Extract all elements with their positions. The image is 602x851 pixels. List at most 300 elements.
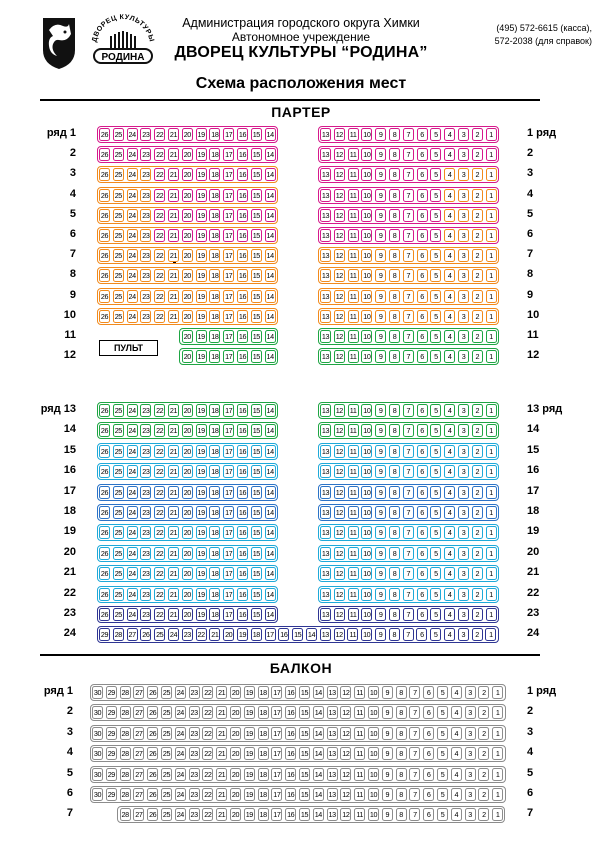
seat[interactable]: 1: [492, 727, 503, 740]
seat[interactable]: 14: [266, 446, 274, 456]
seat[interactable]: 3: [458, 269, 469, 282]
seat[interactable]: 2: [472, 547, 483, 560]
seat[interactable]: 4: [444, 229, 455, 242]
seat[interactable]: 9: [375, 189, 386, 202]
seat[interactable]: 5: [430, 506, 441, 519]
seat[interactable]: 25: [162, 728, 171, 738]
seat[interactable]: 1: [486, 486, 497, 499]
seat[interactable]: 19: [197, 311, 205, 321]
seat[interactable]: 26: [100, 467, 109, 477]
seat[interactable]: 20: [183, 569, 191, 579]
seat[interactable]: 8: [389, 128, 400, 141]
seat[interactable]: 6: [417, 486, 428, 499]
seat[interactable]: 13: [321, 569, 330, 579]
seat[interactable]: 3: [458, 445, 469, 458]
seat[interactable]: 26: [100, 291, 109, 301]
seat[interactable]: 20: [183, 610, 191, 619]
seat[interactable]: 19: [197, 569, 205, 579]
seat[interactable]: 18: [259, 688, 267, 697]
seat[interactable]: 5: [430, 189, 441, 202]
seat[interactable]: 28: [121, 728, 129, 738]
seat[interactable]: 17: [273, 728, 281, 738]
seat[interactable]: 19: [197, 548, 205, 558]
seat[interactable]: 15: [252, 487, 260, 497]
seat[interactable]: 10: [369, 749, 378, 759]
seat[interactable]: 16: [238, 210, 247, 220]
seat[interactable]: 19: [197, 467, 205, 477]
seat[interactable]: 9: [375, 168, 386, 181]
seat[interactable]: 8: [396, 727, 407, 740]
seat[interactable]: 7: [403, 350, 414, 363]
seat[interactable]: 25: [114, 190, 122, 200]
seat[interactable]: 8: [389, 526, 400, 539]
seat[interactable]: 1: [492, 808, 503, 821]
seat[interactable]: 1: [486, 547, 497, 560]
seat[interactable]: 29: [107, 749, 115, 759]
seat[interactable]: 9: [375, 465, 386, 478]
seat[interactable]: 11: [354, 727, 365, 740]
seat[interactable]: 12: [335, 311, 343, 321]
seat[interactable]: 13: [321, 630, 329, 640]
seat[interactable]: 18: [259, 708, 267, 718]
seat[interactable]: 5: [430, 290, 441, 303]
seat[interactable]: 20: [231, 728, 240, 738]
seat[interactable]: 9: [375, 330, 386, 343]
seat[interactable]: 24: [176, 708, 184, 718]
seat[interactable]: 25: [114, 528, 122, 538]
seat[interactable]: 21: [169, 210, 178, 220]
seat[interactable]: 22: [156, 467, 164, 477]
seat[interactable]: 16: [238, 446, 247, 456]
seat[interactable]: 1: [486, 168, 497, 181]
seat[interactable]: 23: [190, 749, 198, 759]
seat[interactable]: 3: [458, 168, 469, 181]
seat[interactable]: 7: [403, 628, 414, 641]
seat[interactable]: 15: [252, 311, 260, 321]
seat[interactable]: 22: [156, 251, 164, 261]
seat[interactable]: 14: [266, 610, 274, 619]
seat[interactable]: 8: [389, 588, 400, 601]
seat[interactable]: 7: [403, 404, 414, 417]
seat[interactable]: 13: [321, 406, 330, 415]
seat[interactable]: 3: [465, 706, 476, 719]
seat[interactable]: 11: [348, 526, 359, 539]
seat[interactable]: 21: [169, 130, 178, 139]
seat[interactable]: 19: [245, 728, 253, 738]
seat[interactable]: 24: [128, 291, 136, 301]
seat[interactable]: 4: [444, 547, 455, 560]
seat[interactable]: 9: [375, 506, 386, 519]
seat[interactable]: 16: [238, 508, 247, 517]
seat[interactable]: 2: [472, 310, 483, 323]
seat[interactable]: 16: [238, 589, 247, 599]
seat[interactable]: 7: [403, 249, 414, 262]
seat[interactable]: 21: [218, 708, 226, 718]
seat[interactable]: 25: [114, 548, 122, 558]
seat[interactable]: 14: [314, 708, 322, 718]
seat[interactable]: 1: [492, 747, 503, 760]
seat[interactable]: 13: [321, 589, 330, 599]
seat[interactable]: 25: [114, 446, 122, 456]
seat[interactable]: 2: [472, 148, 483, 161]
seat[interactable]: 5: [430, 404, 441, 417]
seat[interactable]: 22: [156, 610, 164, 619]
seat[interactable]: 4: [444, 567, 455, 580]
seat[interactable]: 2: [472, 269, 483, 282]
seat[interactable]: 10: [363, 610, 371, 619]
seat[interactable]: 9: [375, 249, 386, 262]
seat[interactable]: 5: [430, 547, 441, 560]
seat[interactable]: 23: [142, 487, 150, 497]
seat[interactable]: 6: [417, 249, 428, 262]
seat[interactable]: 6: [423, 808, 434, 821]
seat[interactable]: 7: [403, 547, 414, 560]
seat[interactable]: 28: [114, 630, 122, 640]
seat[interactable]: 26: [100, 190, 109, 200]
seat[interactable]: 12: [335, 332, 343, 341]
seat[interactable]: 17: [225, 170, 233, 180]
seat[interactable]: 17: [225, 569, 233, 579]
seat[interactable]: 22: [204, 728, 212, 738]
seat[interactable]: 17: [273, 688, 281, 697]
seat[interactable]: 6: [423, 706, 434, 719]
seat[interactable]: 15: [252, 150, 260, 160]
seat[interactable]: 9: [375, 404, 386, 417]
seat[interactable]: 27: [135, 810, 143, 820]
seat[interactable]: 8: [389, 506, 400, 519]
seat[interactable]: 17: [225, 190, 233, 200]
seat[interactable]: 26: [100, 251, 109, 261]
seat[interactable]: 23: [142, 446, 150, 456]
seat[interactable]: 3: [458, 330, 469, 343]
seat[interactable]: 22: [156, 426, 164, 436]
seat[interactable]: 17: [225, 291, 233, 301]
seat[interactable]: 3: [458, 547, 469, 560]
seat[interactable]: 15: [252, 528, 260, 538]
seat[interactable]: 10: [363, 528, 371, 538]
seat[interactable]: 20: [231, 790, 240, 799]
seat[interactable]: 3: [458, 310, 469, 323]
seat[interactable]: 18: [259, 749, 267, 759]
seat[interactable]: 20: [183, 210, 191, 220]
seat[interactable]: 25: [114, 291, 122, 301]
seat[interactable]: 15: [300, 749, 309, 759]
seat[interactable]: 25: [162, 769, 171, 779]
seat[interactable]: 4: [444, 290, 455, 303]
seat[interactable]: 29: [107, 769, 115, 779]
seat[interactable]: 16: [238, 426, 247, 436]
seat[interactable]: 12: [335, 426, 343, 436]
seat[interactable]: 18: [252, 630, 260, 640]
seat[interactable]: 13: [321, 548, 330, 558]
seat[interactable]: 12: [342, 728, 350, 738]
seat[interactable]: 2: [478, 706, 489, 719]
seat[interactable]: 13: [321, 528, 330, 538]
seat[interactable]: 15: [252, 170, 260, 180]
seat[interactable]: 24: [128, 548, 136, 558]
seat[interactable]: 4: [444, 526, 455, 539]
seat[interactable]: 11: [354, 747, 365, 760]
seat[interactable]: 7: [403, 567, 414, 580]
seat[interactable]: 22: [204, 790, 212, 799]
seat[interactable]: 16: [238, 352, 247, 362]
seat[interactable]: 11: [348, 445, 359, 458]
seat[interactable]: 16: [287, 688, 295, 697]
seat[interactable]: 24: [176, 749, 184, 759]
seat[interactable]: 26: [100, 150, 109, 160]
seat[interactable]: 20: [183, 467, 191, 477]
seat[interactable]: 11: [348, 506, 359, 519]
seat[interactable]: 3: [465, 686, 476, 699]
seat[interactable]: 10: [363, 251, 371, 261]
seat[interactable]: 13: [321, 170, 330, 180]
seat[interactable]: 22: [156, 311, 164, 321]
seat[interactable]: 5: [437, 788, 448, 801]
seat[interactable]: 3: [458, 128, 469, 141]
seat[interactable]: 14: [266, 406, 274, 415]
seat[interactable]: 18: [211, 508, 219, 517]
seat[interactable]: 23: [142, 548, 150, 558]
seat[interactable]: 14: [314, 688, 322, 697]
seat[interactable]: 1: [492, 768, 503, 781]
seat[interactable]: 12: [342, 790, 350, 799]
seat[interactable]: 29: [107, 708, 115, 718]
seat[interactable]: 9: [375, 486, 386, 499]
seat[interactable]: 18: [259, 728, 267, 738]
seat[interactable]: 3: [458, 628, 469, 641]
seat[interactable]: 25: [156, 630, 164, 640]
seat[interactable]: 1: [486, 330, 497, 343]
seat[interactable]: 1: [486, 424, 497, 437]
seat[interactable]: 9: [375, 310, 386, 323]
seat[interactable]: 13: [321, 610, 330, 619]
seat[interactable]: 9: [382, 747, 393, 760]
seat[interactable]: 9: [375, 229, 386, 242]
seat[interactable]: 4: [444, 249, 455, 262]
seat[interactable]: 21: [169, 271, 178, 281]
seat[interactable]: 16: [238, 291, 247, 301]
seat[interactable]: 21: [169, 487, 178, 497]
seat[interactable]: 7: [409, 686, 420, 699]
seat[interactable]: 10: [363, 130, 371, 139]
seat[interactable]: 24: [128, 446, 136, 456]
seat[interactable]: 9: [375, 269, 386, 282]
seat[interactable]: 6: [423, 727, 434, 740]
seat[interactable]: 17: [225, 210, 233, 220]
seat[interactable]: 30: [93, 728, 102, 738]
seat[interactable]: 20: [183, 508, 191, 517]
seat[interactable]: 12: [335, 231, 343, 240]
seat[interactable]: 18: [211, 548, 219, 558]
seat[interactable]: 14: [266, 467, 274, 477]
seat[interactable]: 22: [156, 271, 164, 281]
seat[interactable]: 8: [396, 686, 407, 699]
seat[interactable]: 3: [458, 290, 469, 303]
seat[interactable]: 22: [197, 630, 205, 640]
seat[interactable]: 5: [430, 310, 441, 323]
seat[interactable]: 18: [211, 332, 219, 341]
seat[interactable]: 17: [273, 790, 281, 799]
seat[interactable]: 24: [176, 728, 184, 738]
seat[interactable]: 19: [197, 446, 205, 456]
seat[interactable]: 13: [321, 130, 330, 139]
seat[interactable]: 3: [458, 588, 469, 601]
seat[interactable]: 3: [458, 608, 469, 621]
seat[interactable]: 5: [430, 229, 441, 242]
seat[interactable]: 15: [252, 332, 260, 341]
seat[interactable]: 14: [266, 210, 274, 220]
seat[interactable]: 11: [348, 547, 359, 560]
seat[interactable]: 18: [211, 271, 219, 281]
seat[interactable]: 25: [114, 271, 122, 281]
seat[interactable]: 8: [389, 209, 400, 222]
seat[interactable]: 21: [169, 311, 178, 321]
seat[interactable]: 14: [266, 150, 274, 160]
seat[interactable]: 20: [183, 170, 191, 180]
seat[interactable]: 10: [363, 630, 371, 640]
seat[interactable]: 2: [472, 168, 483, 181]
seat[interactable]: 1: [486, 148, 497, 161]
seat[interactable]: 11: [348, 148, 359, 161]
seat[interactable]: 24: [128, 467, 136, 477]
seat[interactable]: 30: [93, 769, 102, 779]
seat[interactable]: 3: [465, 808, 476, 821]
seat[interactable]: 25: [114, 170, 122, 180]
seat[interactable]: 11: [348, 330, 359, 343]
seat[interactable]: 20: [231, 749, 240, 759]
seat[interactable]: 9: [375, 424, 386, 437]
seat[interactable]: 16: [238, 467, 247, 477]
seat[interactable]: 12: [335, 130, 343, 139]
seat[interactable]: 15: [300, 790, 309, 799]
seat[interactable]: 1: [486, 310, 497, 323]
seat[interactable]: 20: [231, 688, 240, 697]
seat[interactable]: 19: [245, 810, 253, 820]
seat[interactable]: 8: [389, 404, 400, 417]
seat[interactable]: 8: [396, 788, 407, 801]
seat[interactable]: 7: [403, 148, 414, 161]
seat[interactable]: 13: [321, 508, 330, 517]
seat[interactable]: 21: [169, 610, 178, 619]
seat[interactable]: 19: [197, 589, 205, 599]
seat[interactable]: 4: [444, 148, 455, 161]
seat[interactable]: 25: [114, 406, 122, 415]
seat[interactable]: 8: [389, 310, 400, 323]
seat[interactable]: 2: [478, 768, 489, 781]
seat[interactable]: 1: [486, 567, 497, 580]
seat[interactable]: 20: [183, 291, 191, 301]
seat[interactable]: 25: [114, 569, 122, 579]
seat[interactable]: 5: [430, 588, 441, 601]
seat[interactable]: 2: [472, 588, 483, 601]
seat[interactable]: 21: [169, 231, 178, 240]
seat[interactable]: 11: [348, 128, 359, 141]
seat[interactable]: 12: [342, 810, 350, 820]
seat[interactable]: 3: [458, 189, 469, 202]
seat[interactable]: 26: [100, 569, 109, 579]
seat[interactable]: 1: [492, 788, 503, 801]
seat[interactable]: 7: [403, 506, 414, 519]
seat[interactable]: 21: [169, 291, 178, 301]
seat[interactable]: 19: [197, 332, 205, 341]
seat[interactable]: 9: [375, 608, 386, 621]
seat[interactable]: 11: [348, 290, 359, 303]
seat[interactable]: 23: [190, 769, 198, 779]
seat[interactable]: 7: [403, 189, 414, 202]
seat[interactable]: 16: [238, 548, 247, 558]
seat[interactable]: 11: [348, 229, 359, 242]
seat[interactable]: 21: [169, 426, 178, 436]
seat[interactable]: 16: [238, 130, 247, 139]
seat[interactable]: 20: [231, 810, 240, 820]
seat[interactable]: 20: [183, 130, 191, 139]
seat[interactable]: 11: [348, 588, 359, 601]
seat[interactable]: 16: [238, 271, 247, 281]
seat[interactable]: 17: [225, 508, 233, 517]
seat[interactable]: 9: [382, 686, 393, 699]
seat[interactable]: 19: [238, 630, 247, 640]
seat[interactable]: 23: [190, 688, 198, 697]
seat[interactable]: 4: [444, 628, 455, 641]
seat[interactable]: 6: [423, 788, 434, 801]
seat[interactable]: 26: [142, 630, 150, 640]
seat[interactable]: 9: [382, 788, 393, 801]
seat[interactable]: 19: [197, 508, 205, 517]
seat[interactable]: 20: [183, 190, 191, 200]
seat[interactable]: 19: [197, 487, 205, 497]
seat[interactable]: 7: [409, 788, 420, 801]
seat[interactable]: 6: [417, 229, 428, 242]
seat[interactable]: 10: [369, 790, 378, 799]
seat[interactable]: 28: [121, 688, 129, 697]
seat[interactable]: 14: [266, 130, 274, 139]
seat[interactable]: 22: [204, 810, 212, 820]
seat[interactable]: 28: [121, 769, 129, 779]
seat[interactable]: 19: [245, 769, 253, 779]
seat[interactable]: 26: [100, 528, 109, 538]
seat[interactable]: 3: [458, 526, 469, 539]
seat[interactable]: 18: [211, 311, 219, 321]
seat[interactable]: 6: [417, 404, 428, 417]
seat[interactable]: 4: [451, 747, 462, 760]
seat[interactable]: 6: [417, 588, 428, 601]
seat[interactable]: 7: [403, 128, 414, 141]
seat[interactable]: 15: [252, 467, 260, 477]
seat[interactable]: 2: [472, 128, 483, 141]
seat[interactable]: 13: [328, 728, 336, 738]
seat[interactable]: 21: [218, 728, 226, 738]
seat[interactable]: 18: [211, 467, 219, 477]
seat[interactable]: 5: [430, 330, 441, 343]
seat[interactable]: 6: [417, 310, 428, 323]
seat[interactable]: 3: [458, 424, 469, 437]
seat[interactable]: 11: [354, 768, 365, 781]
seat[interactable]: 13: [328, 769, 336, 779]
seat[interactable]: 23: [142, 271, 150, 281]
seat[interactable]: 11: [347, 628, 358, 641]
seat[interactable]: 22: [204, 688, 212, 697]
seat[interactable]: 22: [204, 708, 212, 718]
seat[interactable]: 17: [225, 446, 233, 456]
seat[interactable]: 11: [348, 608, 359, 621]
seat[interactable]: 20: [183, 446, 191, 456]
seat[interactable]: 15: [294, 630, 302, 640]
seat[interactable]: 8: [389, 486, 400, 499]
seat[interactable]: 22: [204, 769, 212, 779]
seat[interactable]: 25: [114, 487, 122, 497]
seat[interactable]: 23: [142, 589, 150, 599]
seat[interactable]: 9: [375, 588, 386, 601]
